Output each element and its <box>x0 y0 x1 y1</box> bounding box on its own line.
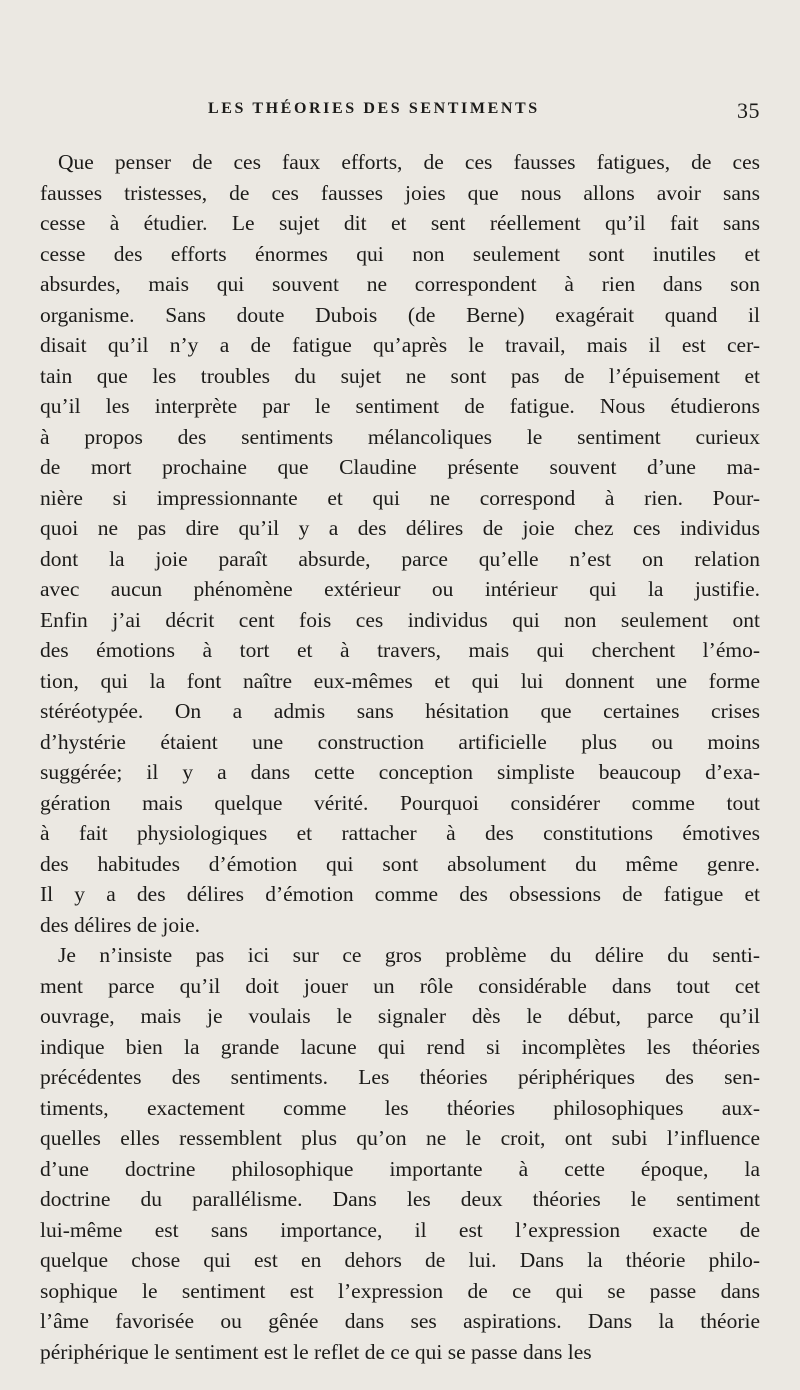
text-line: avec aucun phénomène extérieur ou intérieur qui la justifie. <box>40 577 760 601</box>
text-line: d’une doctrine philosophique importante à cette époque, la <box>40 1156 760 1181</box>
text-line: Je n’insiste pas ici sur ce gros problème du délire du senti- <box>58 943 760 967</box>
text-line: quelles elles ressemblent plus qu’on ne le croit, ont subi l’influence <box>40 1126 760 1150</box>
text-line: ment parce qu’il doit jouer un rôle considérable dans tout cet <box>40 973 760 998</box>
text-line: timents, exactement comme les théories philosophiques aux- <box>40 1095 760 1120</box>
text-line: cesse à étudier. Le sujet dit et sent réellement qu’il fait sans <box>40 211 760 235</box>
body-text <box>40 147 760 1367</box>
text-line: indique bien la grande lacune qui rend si incomplètes les théories <box>40 1034 760 1059</box>
text-line: lui-même est sans importance, il est l’expression exacte de <box>40 1217 760 1242</box>
text-line: ouvrage, mais je voulais le signaler dès le début, parce qu’il <box>40 1004 760 1028</box>
text-line: gération mais quelque vérité. Pourquoi considérer comme tout <box>40 790 760 815</box>
text-line: Enfin j’ai décrit cent fois ces individus qui non seulement ont <box>40 607 760 632</box>
text-line: à fait physiologiques et rattacher à des constitutions émotives <box>40 821 760 845</box>
text-line: de mort prochaine que Claudine présente souvent d’une ma- <box>40 455 760 479</box>
text-line: l’âme favorisée ou gênée dans ses aspirations. Dans la théorie <box>40 1309 760 1333</box>
text-line: Que penser de ces faux efforts, de ces fausses fatigues, de ces <box>58 150 760 174</box>
text-line: organisme. Sans doute Dubois (de Berne) exagérait quand il <box>40 302 760 327</box>
text-line: doctrine du parallélisme. Dans les deux théories le sentiment <box>40 1187 760 1211</box>
text-line: tion, qui la font naître eux-mêmes et qui lui donnent une forme <box>40 668 760 693</box>
text-line: nière si impressionnante et qui ne correspond à rien. Pour- <box>40 485 760 510</box>
running-title: LES THÉORIES DES SENTIMENTS <box>208 100 540 117</box>
text-line: disait qu’il n’y a de fatigue qu’après le travail, mais il est cer- <box>40 333 760 357</box>
text-line: sophique le sentiment est l’expression de ce qui se passe dans <box>40 1278 760 1303</box>
text-line: quoi ne pas dire qu’il y a des délires de joie chez ces individus <box>40 516 760 540</box>
text-line: des habitudes d’émotion qui sont absolument du même genre. <box>40 851 760 876</box>
text-line: absurdes, mais qui souvent ne correspondent à rien dans son <box>40 272 760 296</box>
text-line: quelque chose qui est en dehors de lui. Dans la théorie philo- <box>40 1248 760 1272</box>
text-line: des émotions à tort et à travers, mais qui cherchent l’émo- <box>40 638 760 662</box>
text-line: tain que les troubles du sujet ne sont pas de l’épuisement et <box>40 363 760 388</box>
text-line: suggérée; il y a dans cette conception simpliste beaucoup d’exa- <box>40 760 760 784</box>
running-header <box>0 100 800 130</box>
text-line: cesse des efforts énormes qui non seulement sont inutiles et <box>40 241 760 266</box>
text-line: stéréotypée. On a admis sans hésitation que certaines crises <box>40 699 760 723</box>
text-line: qu’il les interprète par le sentiment de fatigue. Nous étudierons <box>40 394 760 418</box>
text-line: des délires de joie. <box>40 912 201 937</box>
text-line: précédentes des sentiments. Les théories périphériques des sen- <box>40 1065 760 1089</box>
text-line: d’hystérie étaient une construction artificielle plus ou moins <box>40 729 760 754</box>
paragraph <box>40 147 760 940</box>
text-line: périphérique le sentiment est le reflet de ce qui se passe dans les <box>40 1339 592 1364</box>
text-line: dont la joie paraît absurde, parce qu’elle n’est on relation <box>40 546 760 571</box>
text-line: Il y a des délires d’émotion comme des obsessions de fatigue et <box>40 882 760 906</box>
page-number: 35 <box>737 98 760 123</box>
paragraph <box>40 940 760 1367</box>
text-line: fausses tristesses, de ces fausses joies que nous allons avoir sans <box>40 180 760 205</box>
text-line: à propos des sentiments mélancoliques le sentiment curieux <box>40 424 760 449</box>
